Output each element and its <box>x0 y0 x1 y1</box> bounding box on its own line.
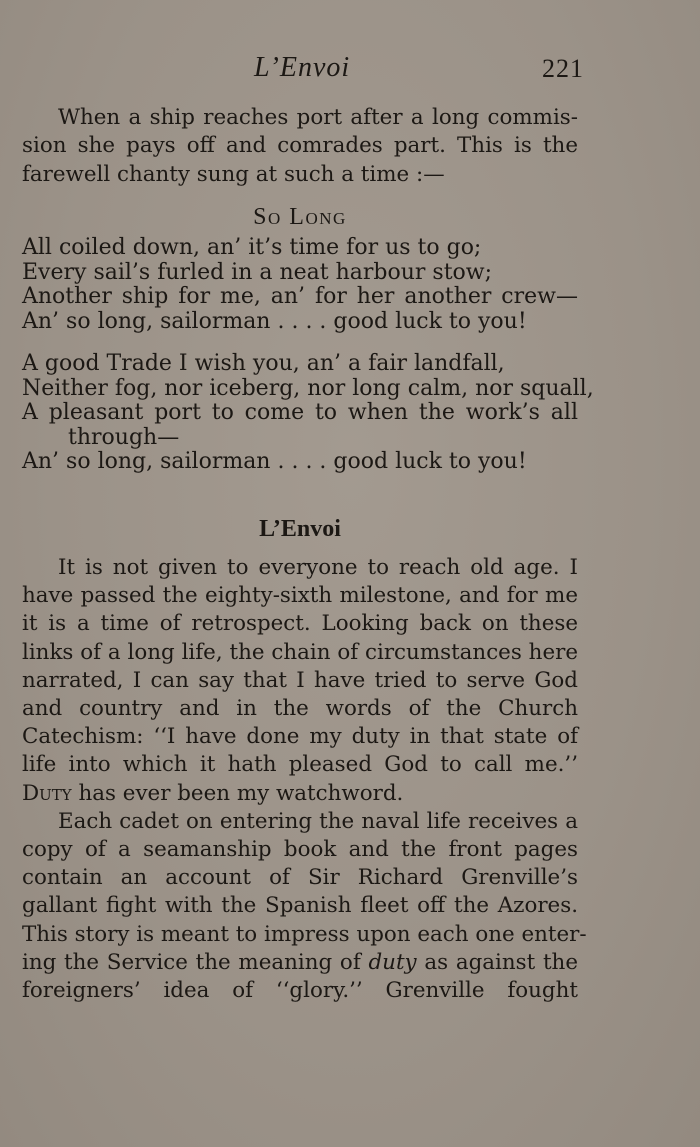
body-line <box>22 780 578 808</box>
body-line: have passed the eighty-sixth milestone, and for me <box>22 583 578 609</box>
song-title <box>0 204 600 231</box>
body-line-rest: has ever been my watchword. <box>71 780 404 806</box>
body-line: It is not given to everyone to reach old age. I <box>58 555 578 580</box>
song-title-rest: o Long <box>268 204 347 230</box>
body-line: it is a time of retrospect. Looking back on these <box>22 611 578 637</box>
body-line-part: ing the Service the meaning of <box>22 949 369 975</box>
body-line: Each cadet on entering the naval life receives a <box>58 808 578 834</box>
verse-line: Every sail’s furled in a neat harbour stow; <box>22 259 493 285</box>
verse-line: Neither fog, nor iceberg, nor long calm, nor squall, <box>22 375 594 401</box>
page-number: 221 <box>542 54 584 83</box>
intro-line: sion she pays off and comrades part. This is the <box>22 133 578 159</box>
verse-one <box>22 236 578 334</box>
song-title-initial: S <box>253 204 269 230</box>
verse-line: A good Trade I wish you, an’ a fair landfall, <box>22 351 505 376</box>
verse-line: A pleasant port to come to when the work’s all <box>22 400 578 425</box>
verse-line: through— <box>68 424 180 450</box>
body-line: foreigners’ idea of ‘‘glory.’’ Grenville fought <box>22 978 578 1004</box>
intro-paragraph <box>22 104 578 189</box>
duty-italic: duty <box>368 949 417 975</box>
page-header <box>0 52 700 88</box>
intro-line: farewell chanty sung at such a time :— <box>22 161 445 187</box>
body-line: life into which it hath pleased God to call me.’’ <box>22 752 578 778</box>
body-line: copy of a seamanship book and the front pages <box>22 837 578 863</box>
body-line: and country and in the words of the Church <box>22 696 578 722</box>
body-text <box>22 554 587 1005</box>
body-line: links of a long life, the chain of circumstances here <box>22 639 578 665</box>
body-line: narrated, I can say that I have tried to serve God <box>22 667 578 693</box>
verse-line: An’ so long, sailorman . . . . good luck to you! <box>22 308 527 334</box>
verse-line: Another ship for me, an’ for her another crew— <box>22 284 578 309</box>
intro-line: When a ship reaches port after a long commis- <box>58 105 578 130</box>
running-head: L’Envoi <box>254 52 351 83</box>
verse-line: An’ so long, sailorman . . . . good luck to you! <box>22 449 527 474</box>
duty-small-caps: Duty <box>22 780 72 806</box>
body-line: gallant fight with the Spanish fleet off the Azores. <box>22 893 578 919</box>
body-line: Catechism: ‘‘I have done my duty in that state of <box>22 724 578 750</box>
body-line <box>22 949 578 977</box>
section-title: L’Envoi <box>259 516 341 542</box>
verse-two <box>22 351 594 475</box>
body-line: This story is meant to impress upon each one enter- <box>22 921 587 947</box>
body-line-part: as against the <box>416 949 578 975</box>
verse-line: All coiled down, an’ it’s time for us to go; <box>22 235 482 260</box>
body-line: contain an account of Sir Richard Grenville’s <box>22 865 578 891</box>
